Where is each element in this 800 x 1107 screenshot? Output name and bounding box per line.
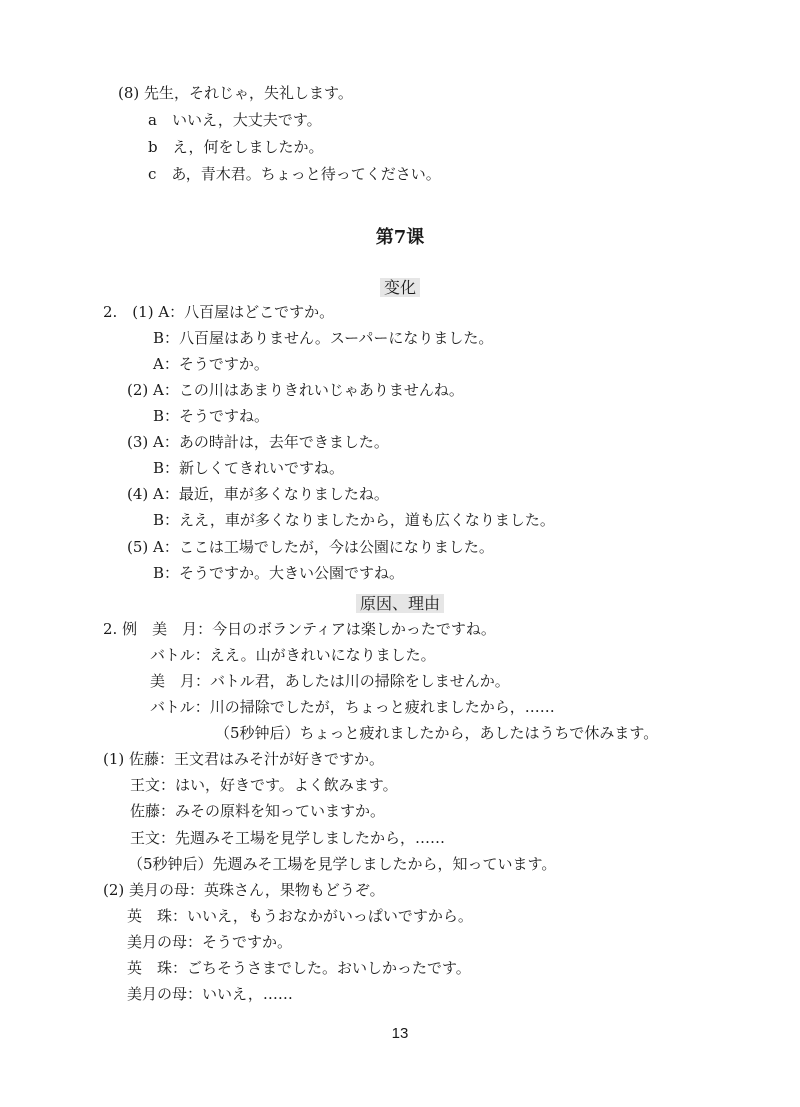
change-line: (2) A：この川はあまりきれいじゃありませんね。 (127, 381, 464, 399)
reason-line: 2. 例 美 月：今日のボランティアは楽しかったですね。 (103, 620, 496, 638)
q8-option-b: b え，何をしましたか。 (148, 138, 324, 156)
change-line: (5) A：ここは工場でしたが，今は公園になりました。 (127, 538, 494, 556)
reason-line: 英 珠：いいえ，もうおなかがいっぱいですから。 (127, 907, 473, 925)
page-number: 13 (391, 1025, 409, 1042)
reason-line: 美月の母：そうですか。 (127, 933, 293, 951)
reason-line: （5秒钟后）ちょっと疲れましたから，あしたはうちで休みます。 (215, 724, 659, 742)
section-heading-reason: 原因、理由 (0, 591, 800, 614)
section-heading-change: 变化 (0, 275, 800, 298)
change-line: B：そうですか。大きい公園ですね。 (153, 564, 405, 582)
reason-line: 美月の母：いいえ，…… (127, 985, 293, 1003)
change-line: (4) A：最近，車が多くなりましたね。 (127, 485, 389, 503)
change-line: B：ええ，車が多くなりましたから，道も広くなりました。 (153, 511, 555, 529)
change-line: 2. (1) A：八百屋はどこですか。 (103, 303, 335, 321)
reason-line: 王文：はい，好きです。よく飲みます。 (130, 776, 398, 794)
reason-line: バトル：川の掃除でしたが，ちょっと疲れましたから，…… (150, 698, 555, 716)
q8-option-a: a いいえ，大丈夫です。 (148, 111, 322, 129)
change-line: (3) A：あの時計は，去年できました。 (127, 433, 389, 451)
reason-line: 英 珠：ごちそうさまでした。おいしかったです。 (127, 959, 471, 977)
reason-line: バトル：ええ。山がきれいになりました。 (150, 646, 436, 664)
change-line: B：そうですね。 (153, 407, 270, 425)
reason-line: 佐藤：みその原料を知っていますか。 (130, 802, 386, 820)
change-line: B：八百屋はありません。スーパーになりました。 (153, 329, 494, 347)
q8-prompt: (8) 先生，それじゃ，失礼します。 (118, 84, 353, 102)
change-line: B：新しくてきれいですね。 (153, 459, 345, 477)
reason-line: (1) 佐藤：王文君はみそ汁が好きですか。 (103, 750, 385, 768)
reason-line: 美 月：バトル君，あしたは川の掃除をしませんか。 (150, 672, 510, 690)
lesson-title: 第7课 (375, 227, 425, 248)
q8-option-c: c あ，青木君。ちょっと待ってください。 (148, 165, 441, 183)
change-line: A：そうですか。 (153, 355, 269, 373)
reason-line: (2) 美月の母：英珠さん，果物もどうぞ。 (103, 881, 385, 899)
reason-line: （5秒钟后）先週みそ工場を見学しましたから，知っています。 (128, 855, 557, 873)
reason-line: 王文：先週みそ工場を見学しましたから，…… (130, 829, 446, 847)
